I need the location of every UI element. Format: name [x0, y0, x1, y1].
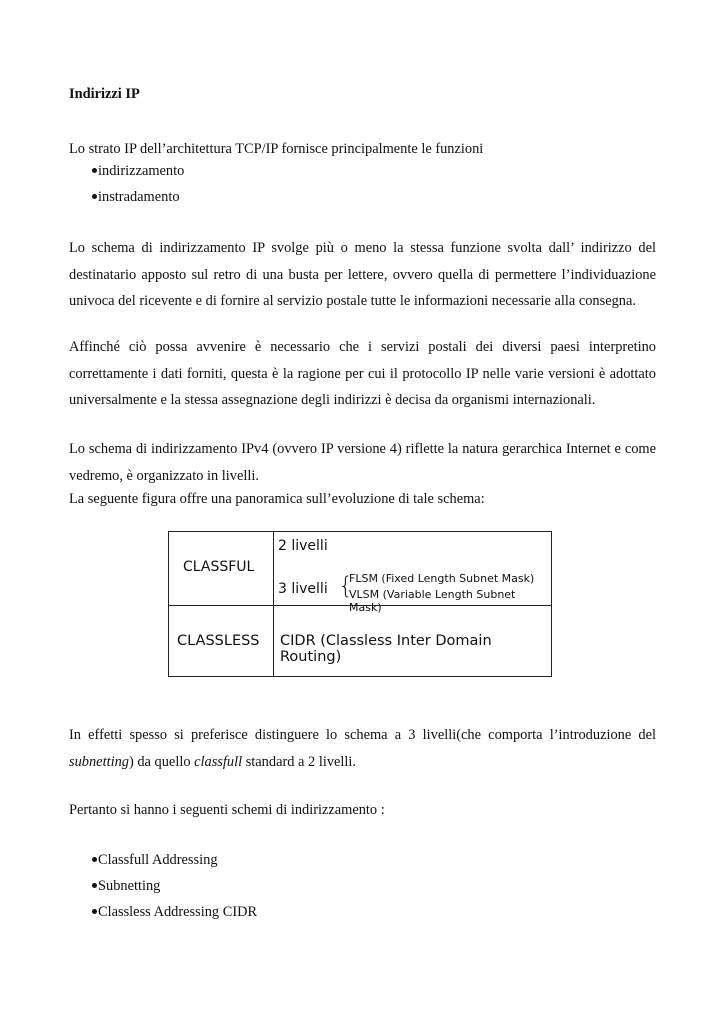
figure-vertical-divider: [273, 532, 274, 676]
list-item: [69, 902, 257, 928]
list-item-text: instradamento: [98, 189, 180, 205]
list-item: [69, 850, 257, 876]
addressing-schema-figure: [168, 531, 552, 677]
three-levels-label: 3 livelli: [278, 581, 328, 597]
paragraph-subnetting: [69, 722, 656, 775]
paragraph-schemes-intro: Pertanto si hanno i seguenti schemi di indirizzamento :: [69, 802, 385, 818]
subnetting-term: subnetting: [69, 753, 129, 770]
two-levels-label: 2 livelli: [278, 538, 328, 554]
paragraph-ipv4: Lo schema di indirizzamento IPv4 (ovvero IP versione 4) riflette la natura gerarchica Internet e come vedremo, è organizzato in livelli.: [69, 441, 656, 484]
list-item: [69, 876, 257, 902]
functions-list: [69, 161, 184, 213]
paragraph-text: standard a 2 livelli.: [242, 753, 356, 770]
section-heading: Indirizzi IP: [69, 86, 140, 102]
paragraph-text: ) da quello: [128, 753, 195, 770]
intro-text: Lo strato IP dell’architettura TCP/IP fornisce principalmente le funzioni: [69, 141, 484, 157]
paragraph-addressing: Lo schema di indirizzamento IP svolge più o meno la stessa funzione svolta dall’ indirizzo del destinatario apposto sul retro di una busta per lettere, ovvero quella di permettere l’individuazione univoca del ricevente e di fornire al servizio postale tutte le informazioni necessarie alla consegna.: [69, 240, 656, 309]
classfull-term: classfull: [194, 753, 243, 770]
list-item-text: Classfull Addressing: [98, 852, 218, 868]
brace-symbol: {: [338, 572, 354, 600]
list-item-text: Subnetting: [98, 878, 161, 894]
vlsm-label: VLSM (Variable Length Subnet Mask): [349, 588, 516, 614]
list-item: [69, 161, 184, 187]
schemes-list: [69, 850, 257, 928]
list-item-text: indirizzamento: [98, 163, 185, 179]
paragraph-text: In effetti spesso si preferisce distinguere lo schema a 3 livelli(che comporta l’introduzione del: [69, 727, 656, 743]
paragraph-postal: Affinché ciò possa avvenire è necessario che i servizi postali dei diversi paesi interpretino correttamente i dati forniti, questa è la ragione per cui il protocollo IP nelle varie versioni è adottato universalmente e la stessa assegnazione degli indirizzi è decisa da organismi internazionali.: [69, 339, 656, 408]
paragraph-figure-intro: La seguente figura offre una panoramica sull’evoluzione di tale schema:: [69, 491, 485, 507]
list-item-text: Classless Addressing CIDR: [98, 904, 258, 920]
list-item: [69, 187, 184, 213]
classless-label: CLASSLESS: [177, 633, 260, 649]
classful-label: CLASSFUL: [183, 559, 255, 575]
cidr-label: CIDR (Classless Inter Domain Routing): [280, 633, 492, 665]
flsm-label: FLSM (Fixed Length Subnet Mask): [349, 572, 535, 585]
